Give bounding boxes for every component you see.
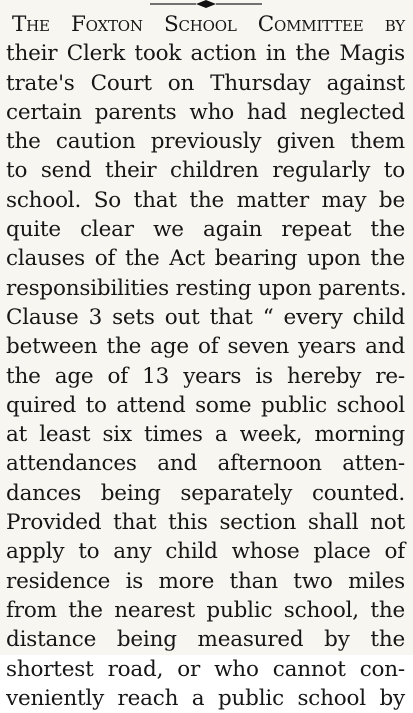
- article-line: shortest road, or who cannot con-: [6, 656, 405, 682]
- article-line: residence is more than two miles: [6, 568, 405, 594]
- article-line: their Clerk took action in the Magis: [6, 41, 405, 67]
- article-line: Provided that this section shall not: [6, 510, 405, 536]
- article-line: quite clear we again repeat the: [6, 217, 405, 243]
- article-body: [6, 10, 405, 713]
- article-line: quired to attend some public school: [6, 392, 405, 418]
- article-line: The Foxton School Committee by: [12, 12, 405, 37]
- article-line: distance being measured by the: [6, 627, 405, 653]
- article-line: between the age of seven years and: [6, 334, 405, 360]
- article-line: from the nearest public school, the: [6, 597, 405, 623]
- article-line: to send their children regularly to: [6, 158, 405, 184]
- article-line: Clause 3 sets out that “ every child: [6, 304, 405, 330]
- article-line: the caution previously given them: [6, 129, 405, 155]
- article-line: school. So that the matter may be: [6, 187, 405, 213]
- article-line: attendances and afternoon atten-: [6, 451, 405, 477]
- article-line: responsibilities resting upon parents.: [6, 275, 407, 301]
- article-line: trate's Court on Thursday against: [6, 70, 405, 96]
- article-line: at least six times a week, morning: [6, 422, 405, 448]
- article-line: the age of 13 years is hereby re-: [6, 363, 405, 389]
- article-line: dances being separately counted.: [6, 480, 405, 506]
- article-line: veniently reach a public school by: [6, 685, 405, 711]
- article-line: apply to any child whose place of: [6, 539, 405, 565]
- article-line: clauses of the Act bearing upon the: [6, 246, 405, 272]
- article-line: certain parents who had neglected: [6, 99, 405, 125]
